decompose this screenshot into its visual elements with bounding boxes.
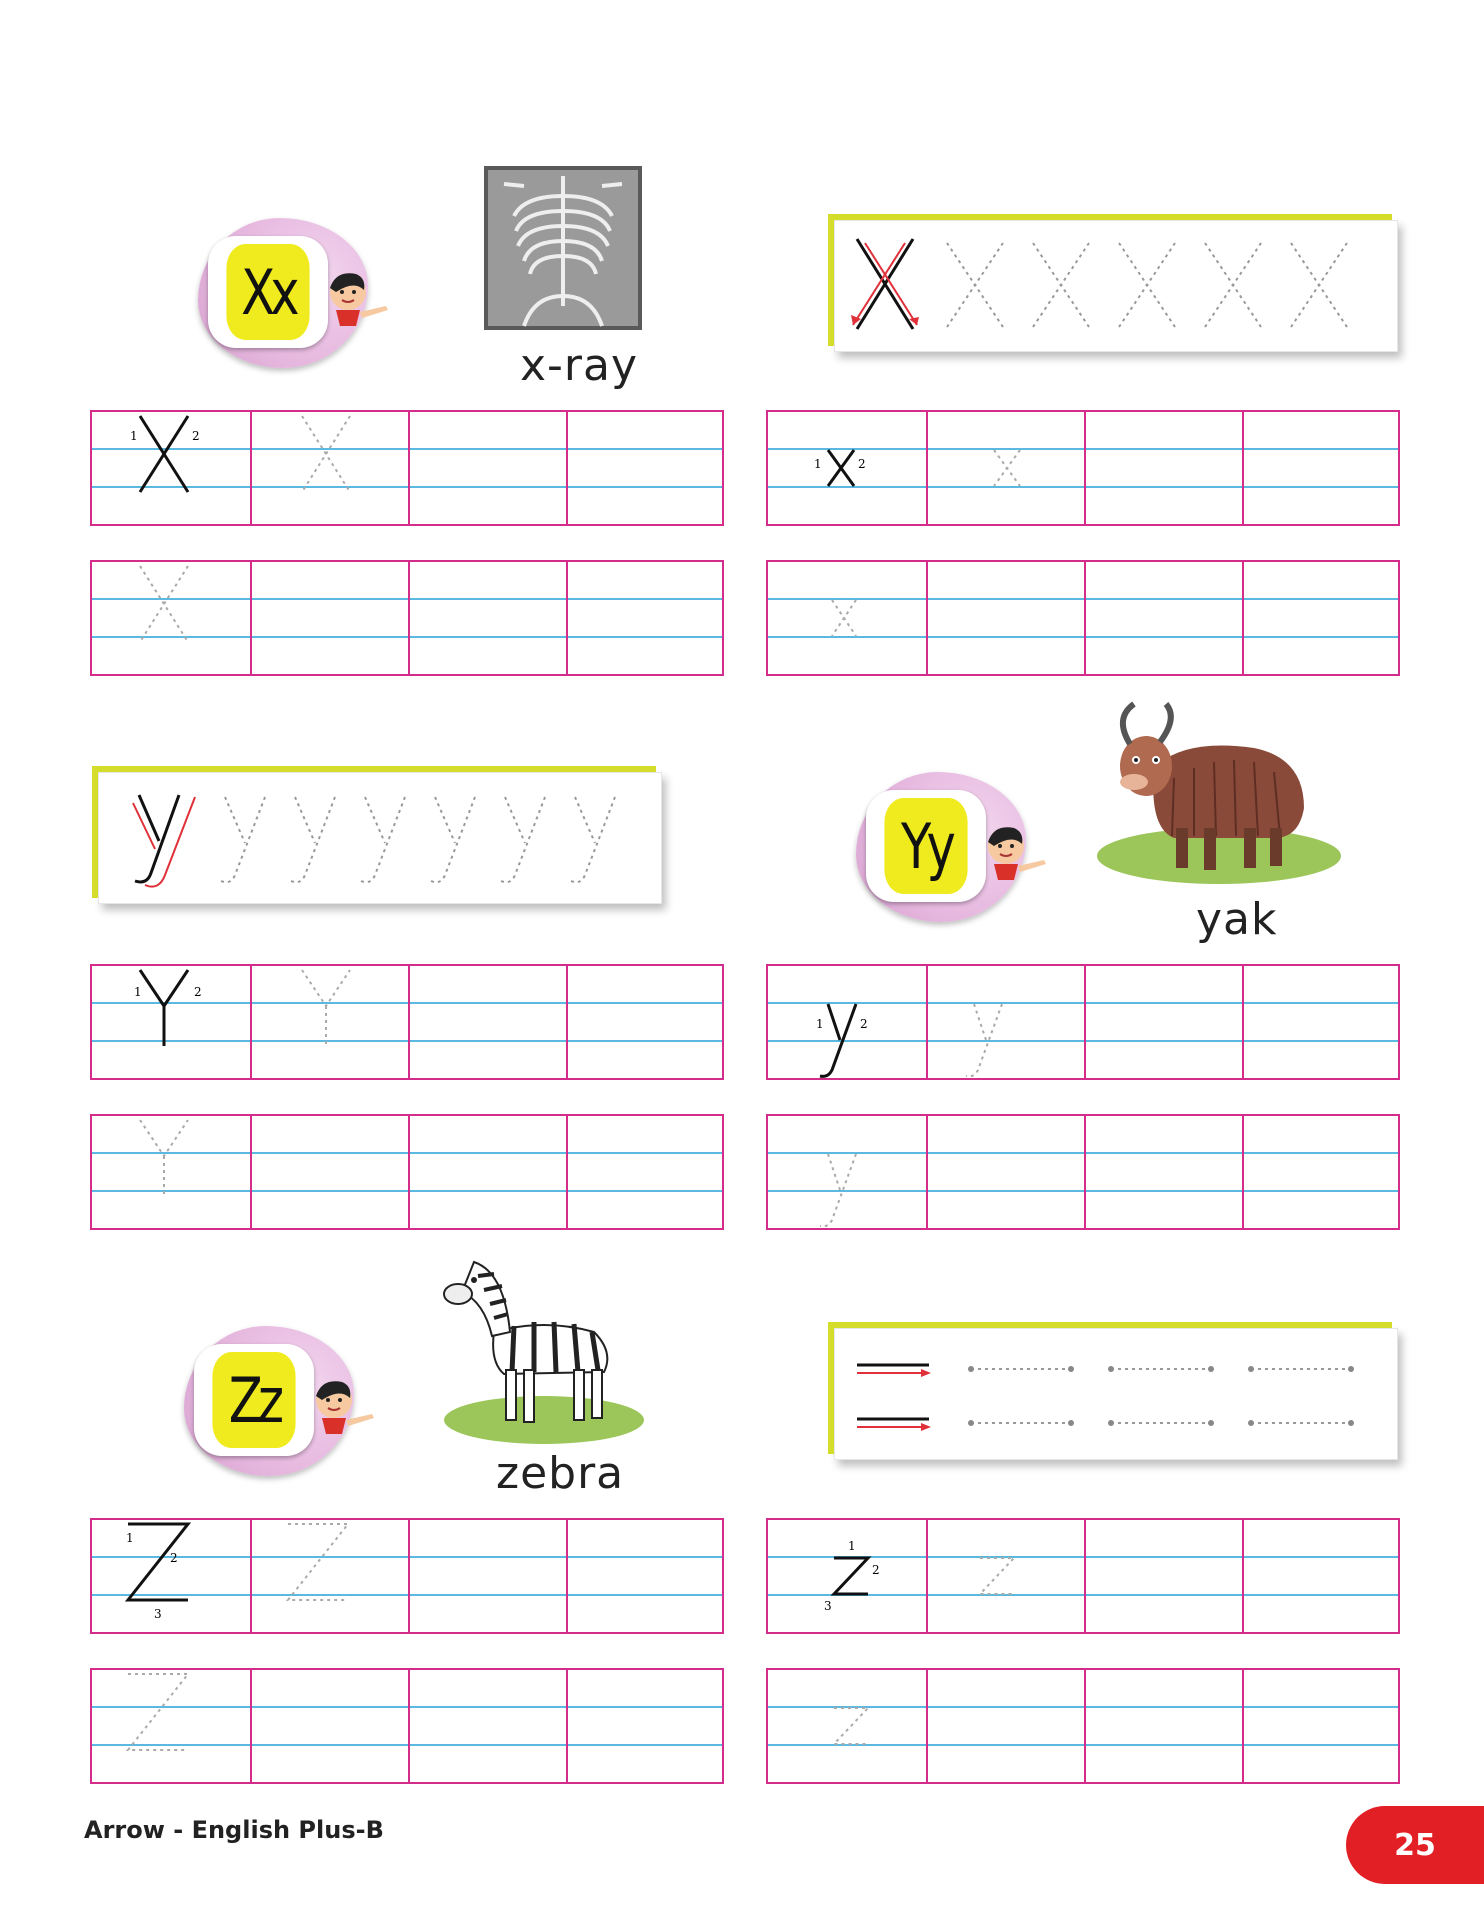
stroke-number-3: 3 — [824, 1599, 832, 1613]
writing-grid-uppercase-y-2[interactable] — [90, 1114, 724, 1230]
page-number: 25 — [1346, 1806, 1484, 1884]
stroke-number-1: 1 — [848, 1539, 856, 1553]
stroke-number-1: 1 — [134, 985, 142, 999]
badge-letter-text: Yy — [884, 798, 967, 894]
pointing-boy-icon — [326, 270, 396, 330]
writing-grid-uppercase-x-1[interactable] — [90, 410, 724, 526]
word-zebra: zebra — [496, 1448, 625, 1499]
stroke-number-2: 2 — [872, 1563, 880, 1577]
stroke-number-2: 2 — [170, 1551, 178, 1565]
stroke-number-2: 2 — [194, 985, 202, 999]
zebra-picture — [434, 1252, 648, 1448]
writing-grid-uppercase-z-2[interactable] — [90, 1668, 724, 1784]
xray-picture — [484, 166, 642, 330]
pointing-boy-icon — [312, 1378, 382, 1438]
horizontal-line-practice-strip — [834, 1328, 1398, 1460]
stroke-number-2: 2 — [860, 1017, 868, 1031]
writing-grid-lowercase-x-2[interactable] — [766, 560, 1400, 676]
lowercase-y-practice-strip — [98, 772, 662, 904]
stroke-number-3: 3 — [154, 1607, 162, 1621]
letter-badge-xx — [198, 218, 318, 330]
writing-grid-lowercase-z-1[interactable] — [766, 1518, 1400, 1634]
badge-letter-text: Zz — [212, 1352, 295, 1448]
word-x-ray: x-ray — [520, 340, 639, 391]
yak-picture — [1094, 698, 1344, 890]
book-title: Arrow - English Plus-B — [84, 1816, 384, 1844]
stroke-number-1: 1 — [130, 429, 138, 443]
writing-grid-lowercase-y-2[interactable] — [766, 1114, 1400, 1230]
pointing-boy-icon — [984, 824, 1054, 884]
word-yak: yak — [1196, 894, 1278, 945]
writing-grid-lowercase-x-1[interactable] — [766, 410, 1400, 526]
writing-grid-lowercase-y-1[interactable] — [766, 964, 1400, 1080]
badge-letter-text: Xx — [226, 244, 309, 340]
stroke-number-2: 2 — [858, 457, 866, 471]
stroke-number-1: 1 — [816, 1017, 824, 1031]
stroke-number-1: 1 — [814, 457, 822, 471]
writing-grid-lowercase-z-2[interactable] — [766, 1668, 1400, 1784]
writing-grid-uppercase-y-1[interactable] — [90, 964, 724, 1080]
letter-badge-yy — [856, 772, 976, 884]
letter-badge-zz — [184, 1326, 304, 1438]
stroke-number-1: 1 — [126, 1531, 134, 1545]
writing-grid-uppercase-z-1[interactable] — [90, 1518, 724, 1634]
writing-grid-uppercase-x-2[interactable] — [90, 560, 724, 676]
uppercase-x-practice-strip — [834, 220, 1398, 352]
stroke-number-2: 2 — [192, 429, 200, 443]
